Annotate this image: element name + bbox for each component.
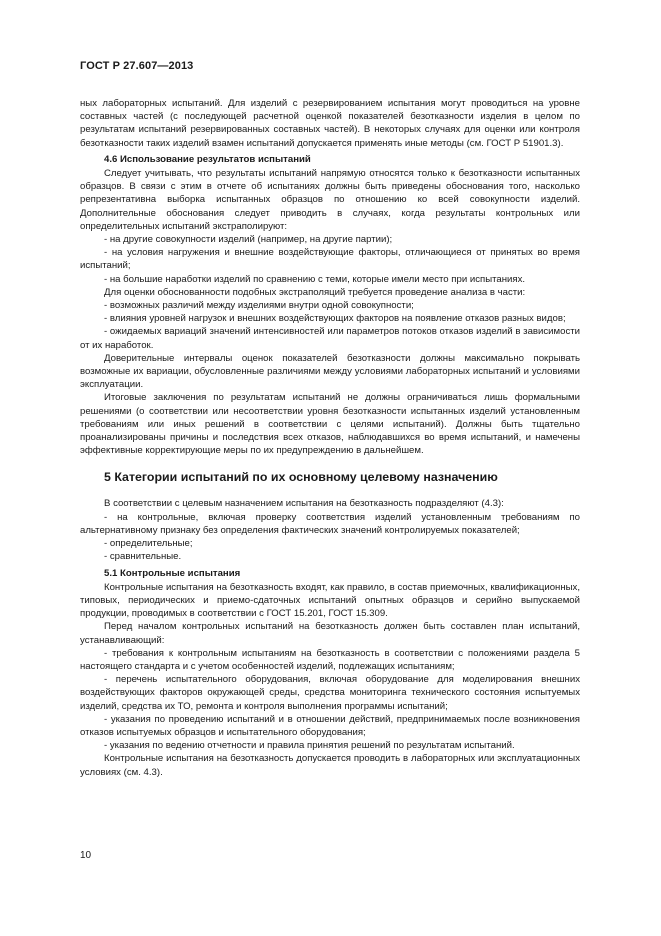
- list-item: - на условия нагружения и внешние воздействующие факторы, отличающиеся от принятых во время испытаний;: [80, 247, 580, 272]
- paragraph: Следует учитывать, что результаты испытаний напрямую относятся только к безотказности испытанных образцов. В связи с этим в отчете об испытаниях должны быть приведены обоснования того, насколько репрезентативна выборка испытанных образцов по отношению ко всей совокупности изделий. Дополнительные обоснования следует приводить в случаях, когда результаты контрольных или определительных испытаний экстраполируют:: [80, 168, 580, 232]
- list-item: - на другие совокупности изделий (например, на другие партии);: [104, 234, 393, 246]
- list-item: - определительные;: [104, 538, 193, 550]
- paragraph: Доверительные интервалы оценок показателей безотказности должны максимально покрывать возможные их вариации, обусловленные различиями между условиями лабораторных испытаний и условиями эксплуатации.: [80, 352, 580, 391]
- page-number: 10: [80, 850, 92, 861]
- document-header: ГОСТ Р 27.607—2013: [80, 60, 194, 72]
- chapter-heading: 5 Категории испытаний по их основному целевому назначению: [104, 470, 498, 485]
- list-item: - ожидаемых вариаций значений интенсивностей или параметров потоков отказов изделий в зависимости от их наработок.: [80, 326, 580, 351]
- section-heading: 4.6 Использование результатов испытаний: [104, 153, 311, 165]
- list-item: - сравнительные.: [104, 551, 182, 563]
- list-item: - возможных различий между изделиями внутри одной совокупности;: [104, 300, 414, 312]
- paragraph: Перед началом контрольных испытаний на безотказность должен быть составлен план испытаний, устанавливающий:: [80, 621, 580, 646]
- list-item: - перечень испытательного оборудования, включая оборудование для моделирования внешних воздействующих факторов окружающей среды, средства мониторинга технического состояния испытуемых изделий, средства их ТО, ремонта и контроля выполнения программы испытаний;: [80, 674, 580, 712]
- list-item: - влияния уровней нагрузок и внешних воздействующих факторов на появление отказов разных видов;: [104, 313, 566, 325]
- paragraph: ных лабораторных испытаний. Для изделий с резервированием испытания могут проводиться на уровне составных частей (с последующей расчетной оценкой показателей безотказности изделия в целом по результатам испытаний резервированных составных частей). В некоторых случаях для оценки или контроля безотказности таких изделий взамен испытаний допускается применять иные методы (см. ГОСТ Р 51901.3).: [80, 98, 580, 149]
- list-item: - на контрольные, включая проверку соответствия изделий установленным требованиям по альтернативному признаку без определения фактических значений контролируемых показателей;: [80, 511, 580, 536]
- paragraph: Итоговые заключения по результатам испытаний не должны ограничиваться лишь формальными решениями (о соответствии или несоответствии уровня безотказности испытанных изделий установленным требованиям или иных решений в соответствии с целями испытаний). Должны быть тщательно проанализированы причины и последствия всех отказов, наблюдавшихся во время испытаний, и намечены эффективные корректирующие меры по их предупреждению в дальнейшем.: [80, 392, 580, 457]
- list-item: - указания по проведению испытаний и в отношении действий, предпринимаемых после возникновения отказов испытуемых образцов и испытательного оборудования;: [80, 713, 580, 738]
- list-item: - указания по ведению отчетности и правила принятия решений по результатам испытаний.: [104, 740, 515, 752]
- paragraph: Контрольные испытания на безотказность входят, как правило, в состав приемочных, квалификационных, типовых, периодических и приемо-сдаточных испытаний опытных образцов и серийно выпускаемой продукции, проводимых в соответствии с ГОСТ 15.201, ГОСТ 15.309.: [80, 581, 580, 620]
- section-heading: 5.1 Контрольные испытания: [104, 567, 241, 579]
- paragraph: Для оценки обоснованности подобных экстраполяций требуется проведение анализа в части:: [104, 286, 526, 298]
- list-item: - требования к контрольным испытаниям на безотказность в соответствии с положениями раздела 5 настоящего стандарта и с учетом особенностей изделий, подлежащих испытаниям;: [80, 647, 580, 672]
- document-body: [80, 97, 580, 779]
- paragraph: В соответствии с целевым назначением испытания на безотказность подразделяют (4.3):: [104, 498, 504, 510]
- paragraph: Контрольные испытания на безотказность допускается проводить в лабораторных или эксплуатационных условиях (см. 4.3).: [80, 753, 580, 778]
- list-item: - на большие наработки изделий по сравнению с теми, которые имели место при испытаниях.: [104, 273, 526, 285]
